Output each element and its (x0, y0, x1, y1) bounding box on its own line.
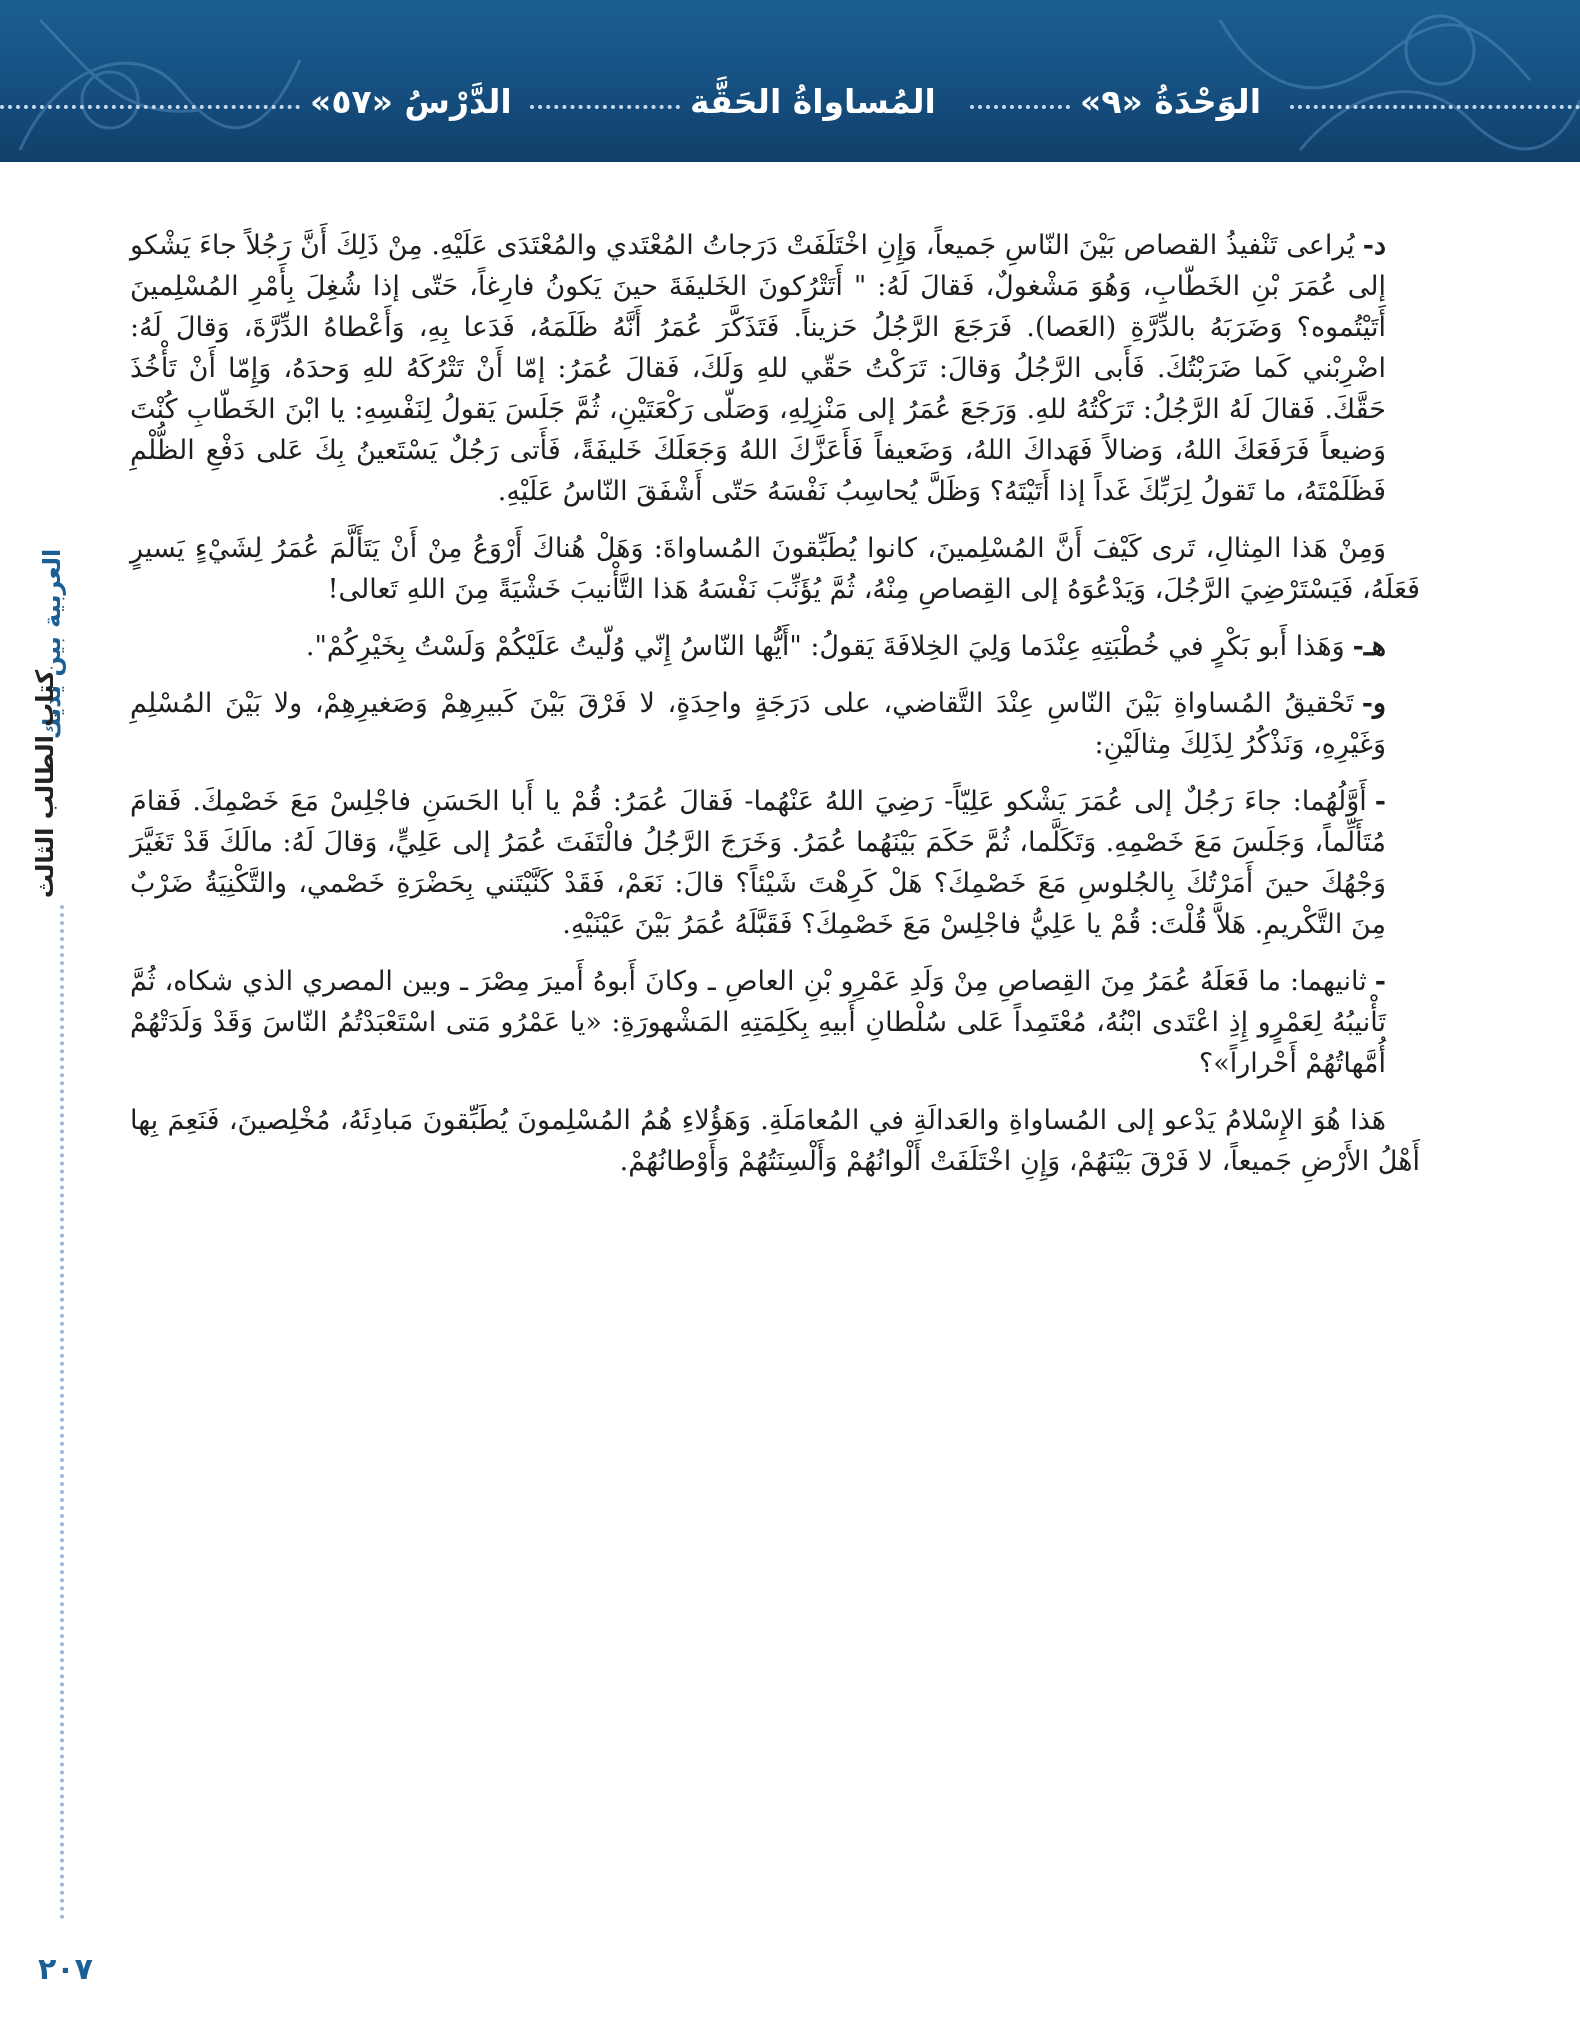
header-dotted-rule-mid-left (530, 105, 680, 109)
paragraph-text: وَمِنْ هَذا المِثالِ، تَرى كَيْفَ أَنَّ المُسْلِمينَ، كانوا يُطَبِّقونَ المُساواةَ: وَهَلْ هُناكَ أَرْوَعُ مِنْ أَنْ يَتَأَلَّمَ عُمَرُ لِشَيْءٍ يَسيرٍ فَعَلَهُ، فَيَسْتَرْضِيَ الرَّجُلَ، وَيَدْعُوَهُ إلى القِصاصِ مِنْهُ، ثُمَّ يُؤَنِّبَ نَفْسَهُ هَذا التَّأْنيبَ خَشْيَةً مِنَ اللهِ تَعالى! (130, 533, 1420, 605)
paragraph-conclusion (130, 1100, 1420, 1182)
paragraph-second-example (130, 961, 1420, 1084)
sidebar-dotted-rule (60, 905, 64, 1920)
paragraph-marker: و- (1361, 688, 1386, 719)
paragraph-text: أَوَّلُهُما: جاءَ رَجُلٌ إلى عُمَرَ يَشْكو عَلِيّاً- رَضِيَ اللهُ عَنْهُما- فَقالَ عُمَرُ: قُمْ يا أَبا الحَسَنِ فاجْلِسْ مَعَ خَصْمِكَ. فَقامَ مُتَأَلِّماً، وَجَلَسَ مَعَ خَصْمِهِ. وَتَكَلَّما، ثُمَّ حَكَمَ بَيْنَهُما عُمَرُ. وَخَرَجَ الرَّجُلُ فالْتَفَتَ عُمَرُ إلى عَلِيٍّ، وَقالَ لَهُ: مالَكَ قَدْ تَغَيَّرَ وَجْهُكَ حينَ أَمَرْتُكَ بِالجُلوسِ مَعَ خَصْمِكَ؟ هَلْ كَرِهْتَ شَيْئاً؟ قالَ: نَعَمْ، فَقَدْ كَنَّيْتَني بِحَضْرَةِ خَصْمي، والتَّكْنِيَةُ ضَرْبٌ مِنَ التَّكْريمِ. هَلاَّ قُلْتَ: قُمْ يا عَلِيُّ فاجْلِسْ مَعَ خَصْمِكَ؟ فَقَبَّلَهُ عُمَرُ بَيْنَ عَيْنَيْهِ. (130, 786, 1386, 940)
paragraph-text: يُراعى تَنْفيذُ القصاص بَيْنَ النّاسِ جَميعاً، وَإِنِ اخْتَلَفَتْ دَرَجاتُ المُعْتَدي والمُعْتَدَى عَلَيْهِ. مِنْ ذَلِكَ أَنَّ رَجُلاً جاءَ يَشْكو إلى عُمَرَ بْنِ الخَطّابِ، وَهُوَ مَشْغولٌ، فَقالَ لَهُ: " أَتَتْرُكونَ الخَليفَةَ حينَ يَكونُ فارِغاً، حَتّى إذا شُغِلَ بِأَمْرِ المُسْلِمينَ أَتَيْتُموه؟ وَضَرَبَهُ بالدِّرَّةِ (العَصا). فَرَجَعَ الرَّجُلُ حَزيناً. فَتَذَكَّرَ عُمَرُ أَنَّهُ ظَلَمَهُ، فَدَعا بِهِ، وَأَعْطاهُ الدِّرَّةَ، وَقالَ لَهُ: اضْرِبْني كَما ضَرَبْتُكَ. فَأَبى الرَّجُلُ وَقالَ: تَرَكْتُ حَقّي للهِ وَلَكَ، فَقالَ عُمَرُ: إمّا أَنْ تَتْرُكَهُ للهِ وَحدَهُ، وَإِمّا أَنْ تَأْخُذَ حَقَّكَ. فَقالَ لَهُ الرَّجُلُ: تَرَكْتُهُ للهِ. وَرَجَعَ عُمَرُ إلى مَنْزِلِهِ، وَصَلّى رَكْعَتَيْنِ، ثُمَّ جَلَسَ يَقولُ لِنَفْسِهِ: يا ابْنَ الخَطّابِ كُنْتَ وَضيعاً فَرَفَعَكَ اللهُ، وَضالاً فَهَداكَ اللهُ، وَضَعيفاً فَأَعَزَّكَ اللهُ وَجَعَلَكَ خَليفَةً، فَأَتى رَجُلٌ يَسْتَعينُ بِكَ عَلى دَفْعِ الظُّلْمِ فَظَلَمْتَهُ، ما تَقولُ لِرَبِّكَ غَداً إذا أَتَيْتَهُ؟ وَظَلَّ يُحاسِبُ نَفْسَهُ حَتّى أَشْفَقَ النّاسُ عَلَيْهِ. (130, 230, 1386, 507)
paragraph-h (130, 626, 1420, 667)
paragraph-marker: د- (1362, 230, 1386, 261)
page-number: ٢٠٧ (38, 1952, 93, 1987)
paragraph-w (130, 683, 1420, 765)
lesson-label: الدَّرْسُ «٥٧» (310, 82, 512, 121)
book-series-label: العربية بين يديك (38, 548, 66, 740)
paragraph-marker: - (1374, 786, 1386, 817)
header-dotted-rule-mid-right (970, 105, 1070, 109)
paragraph-text: هَذا هُوَ الإِسْلامُ يَدْعو إلى المُساواةِ والعَدالَةِ في المُعامَلَةِ. وَهَؤُلاءِ هُمُ المُسْلِمونَ يُطَبِّقونَ مَبادِئَهُ، مُخْلِصينَ، فَنَعِمَ بِها أَهْلُ الأَرْضِ جَميعاً، لا فَرْقَ بَيْنَهُمْ، وَإِنِ اخْتَلَفَتْ أَلْوانُهُمْ وَأَلْسِنَتُهُمْ وَأَوْطانُهُمْ. (130, 1105, 1420, 1177)
paragraph-text: تَحْقيقُ المُساواةِ بَيْنَ النّاسِ عِنْدَ التَّقاضي، على دَرَجَةٍ واحِدَةٍ، لا فَرْقَ بَيْنَ كَبيرِهِمْ وَصَغيرِهِمْ، ولا بَيْنَ المُسْلِمِ وَغَيْرِهِ، وَنَذْكُرُ لِذَلِكَ مِثالَيْنِ: (130, 688, 1386, 760)
paragraph-marker: هـ- (1352, 631, 1386, 662)
header-dotted-rule-left (0, 105, 300, 109)
paragraph-first-example (130, 781, 1420, 945)
paragraph-text: ثانيهما: ما فَعَلَهُ عُمَرُ مِنَ القِصاصِ مِنْ وَلَدِ عَمْرِو بْنِ العاصِ ـ وكانَ أَبوهُ أَميرَ مِصْرَ ـ وبين المصري الذي شكاه، ثُمَّ تَأْنيبُهُ لِعَمْرٍو إِذِ اعْتَدى ابْنُهُ، مُعْتَمِداً عَلى سُلْطانِ أَبيهِ بِكَلِمَتِهِ المَشْهورَةِ: «يا عَمْرُو مَتى اسْتَعْبَدْتُمُ النّاسَ وَقَدْ وَلَدَتْهُمْ أُمَّهاتُهُمْ أَحْراراً»؟ (130, 966, 1386, 1079)
page-header-banner (0, 0, 1580, 162)
lesson-body (130, 225, 1420, 1198)
header-dotted-rule-right (1290, 105, 1580, 109)
paragraph-d (130, 225, 1420, 512)
ornament-swirl-icon (0, 0, 1580, 162)
paragraph-text: وَهَذا أَبو بَكْرٍ في خُطْبَتِهِ عِنْدَما وَلِيَ الخِلافَةَ يَقولُ: "أَيُّها النّاسُ إِنّي وُلّيتُ عَلَيْكُمْ وَلَسْتُ بِخَيْرِكُمْ". (305, 631, 1345, 662)
page-title: المُساواةُ الحَقَّة (690, 82, 936, 121)
paragraph-marker: - (1374, 966, 1386, 997)
paragraph-commentary (130, 528, 1420, 610)
book-volume-label: كتاب الطالب الثالث (31, 669, 59, 899)
unit-label: الوَحْدَةُ «٩» (1080, 82, 1262, 121)
